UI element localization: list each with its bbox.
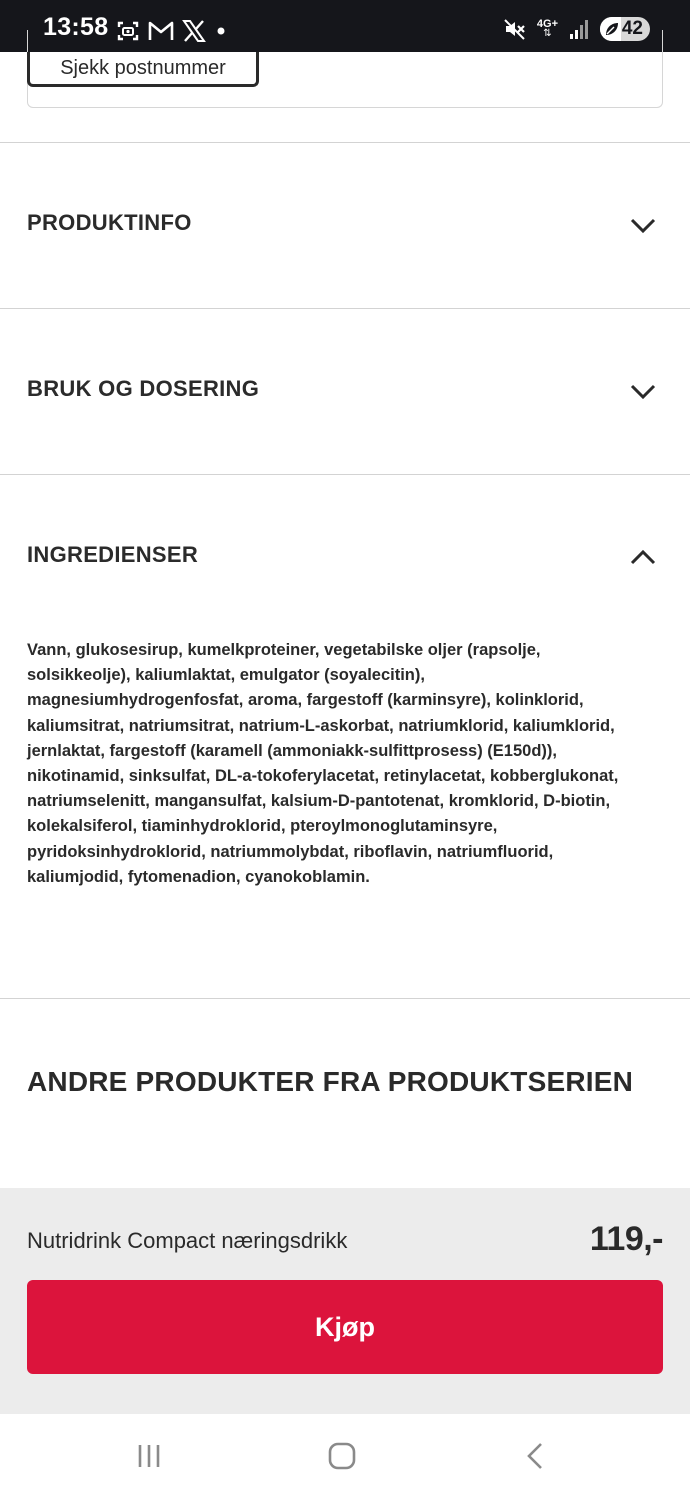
ingredients-line: natriumselenitt, mangansulfat, kalsium-D-pantotenat, kromklorid, D-biotin,	[27, 792, 611, 811]
divider	[0, 474, 690, 475]
divider	[0, 142, 690, 143]
divider	[0, 998, 690, 999]
ingredients-line: solsikkeolje), kaliumlaktat, emulgator (soyalecitin),	[27, 666, 425, 685]
accordion-bruk-og-dosering[interactable]	[0, 360, 690, 420]
buy-button[interactable]: Kjøp	[27, 1280, 663, 1374]
buy-panel	[0, 1188, 690, 1414]
accordion-title: BRUK OG DOSERING	[27, 376, 260, 401]
accordion-title: INGREDIENSER	[27, 542, 199, 567]
status-time: 13:58	[43, 13, 109, 41]
navigation-bar	[0, 1414, 690, 1494]
ingredients-line: magnesiumhydrogenfosfat, aroma, fargestoff (karminsyre), kolinklorid,	[27, 691, 584, 710]
ingredients-text	[27, 638, 663, 890]
ingredients-line: nikotinamid, sinksulfat, DL-a-tokoferylacetat, retinylacetat, kobberglukonat,	[27, 767, 619, 786]
chevron-down-icon	[630, 378, 656, 404]
ingredients-line: jernlaktat, fargestoff (karamell (ammoniakk-sulfittprosess) (E150d)),	[27, 741, 557, 760]
battery-level: 42	[621, 18, 643, 39]
home-icon	[327, 1441, 357, 1471]
chevron-up-icon	[630, 544, 656, 570]
ingredients-line: kaliumjodid, fytomenadion, cyanokoblamin.	[27, 867, 370, 886]
home-button[interactable]	[322, 1438, 362, 1474]
divider	[0, 308, 690, 309]
network-label: 4G+	[536, 18, 558, 30]
recent-apps-button[interactable]	[129, 1438, 169, 1474]
accordion-title: PRODUKTINFO	[27, 210, 192, 235]
check-postcode-button[interactable]: Sjekk postnummer	[27, 52, 259, 87]
data-arrows-icon: ⇅	[543, 28, 552, 39]
back-icon	[521, 1441, 551, 1471]
ingredients-line: Vann, glukosesirup, kumelkproteiner, vegetabilske oljer (rapsolje,	[27, 641, 541, 659]
accordion-ingredienser[interactable]	[0, 526, 690, 586]
back-button[interactable]	[516, 1438, 556, 1474]
ingredients-line: kaliumsitrat, natriumsitrat, natrium-L-askorbat, natriumklorid, kaliumklorid,	[27, 716, 615, 735]
ingredients-line: kolekalsiferol, tiaminhydroklorid, pteroylmonoglutaminsyre,	[27, 817, 498, 836]
ingredients-line: pyridoksinhydroklorid, natriummolybdat, riboflavin, natriumfluorid,	[27, 842, 554, 861]
related-products-heading: ANDRE PRODUKTER FRA PRODUKTSERIEN	[27, 1066, 634, 1097]
chevron-down-icon	[630, 212, 656, 238]
product-name: Nutridrink Compact næringsdrikk	[27, 1228, 348, 1253]
accordion-produktinfo[interactable]	[0, 194, 690, 254]
recent-apps-icon	[134, 1441, 164, 1471]
product-price: 119,-	[589, 1220, 663, 1258]
